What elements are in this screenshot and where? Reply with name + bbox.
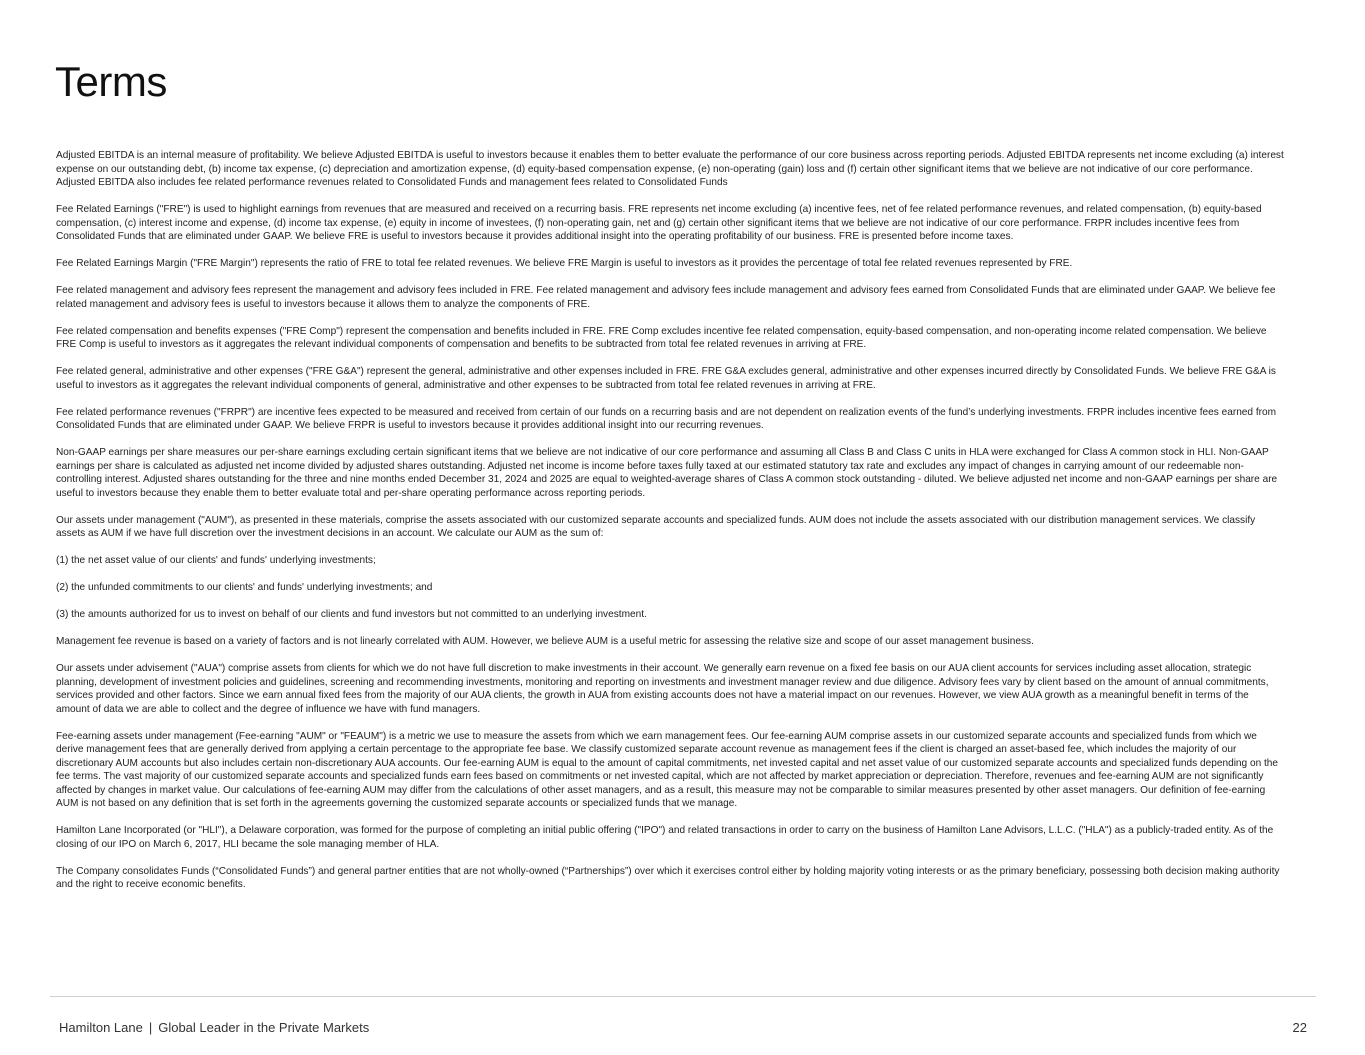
paragraph-aum-item-1: (1) the net asset value of our clients' and funds' underlying investments; — [56, 555, 376, 566]
footer-company: Hamilton Lane — [59, 1020, 143, 1035]
paragraph-fre-comp: Fee related compensation and benefits expenses ("FRE Comp") represent the compensation and benefits included in FRE. FRE Comp excludes incentive fee related compensation, equity-based compensation, and non-operating income related compensation. We believe FRE Comp is useful to investors as it aggregates the relevant individual components of compensation and benefits to be subtracted from total fee related revenues in arriving at FRE. — [56, 325, 1267, 350]
page-title: Terms — [55, 58, 167, 105]
paragraph-aum: Our assets under management ("AUM"), as presented in these materials, comprise the assets associated with our customized separate accounts and specialized funds. AUM does not include the assets associated with our distribution management services. We classify assets as AUM if we have full discretion over the investment decisions in an account. We calculate our AUM as the sum of: — [56, 514, 1256, 539]
paragraph-aum-item-3: (3) the amounts authorized for us to invest on behalf of our clients and fund investors but not committed to an underlying investment. — [56, 609, 647, 620]
footer-brand — [59, 1020, 369, 1035]
page-number: 22 — [1292, 1020, 1307, 1035]
paragraph-management-fee-revenue: Management fee revenue is based on a variety of factors and is not linearly correlated with AUM. However, we believe AUM is a useful metric for assessing the relative size and scope of our asset management business. — [56, 636, 1034, 647]
paragraph-aua: Our assets under advisement ("AUA") comprise assets from clients for which we do not have full discretion to make investments in their account. We generally earn revenue on a fixed fee basis on our AUA client accounts for services including asset allocation, strategic planning, development of investment policies and guidelines, screening and recommending investments, monitoring and reporting on investments and investment manager review and due diligence. Advisory fees vary by client based on the amount of annual commitments, services provided and other factors. Since we earn annual fixed fees from the majority of our AUA clients, the growth in AUA from existing accounts does not have a material impact on our revenues. However, we view AUA growth as a meaningful benefit in terms of the amount of data we are able to collect and the degree of influence we have with fund managers. — [56, 663, 1269, 715]
paragraph-consolidated-funds: The Company consolidates Funds (“Consolidated Funds”) and general partner entities that are not wholly-owned (“Partnerships”) over which it exercises control either by holding majority voting interests or as the primary beneficiary, possessing both decision making authority and the right to receive economic benefits. — [56, 865, 1280, 890]
footer-tagline: Global Leader in the Private Markets — [158, 1020, 370, 1035]
footer-divider — [50, 996, 1316, 997]
paragraph-fre-ga: Fee related general, administrative and other expenses ("FRE G&A") represent the general, administrative and other expenses included in FRE. FRE G&A excludes general, administrative and other expenses incurred directly by Consolidated Funds. We believe FRE G&A is useful to investors as it aggregates the relevant individual components of general, administrative and other expenses to be subtracted from total fee related revenues in arriving at FRE. — [56, 366, 1276, 391]
paragraph-adjusted-ebitda: Adjusted EBITDA is an internal measure of profitability. We believe Adjusted EBITDA is useful to investors because it enables them to better evaluate the performance of our core business across reporting periods. Adjusted EBITDA represents net income excluding (a) interest expense on our outstanding debt, (b) income tax expense, (c) depreciation and amortization expense, (d) equity-based compensation expense, (e) non-operating (gain) loss and (f) certain other significant items that we believe are not indicative of our core performance. Adjusted EBITDA also includes fee related performance revenues related to Consolidated Funds and management fees related to Consolidated Funds — [56, 150, 1284, 188]
paragraph-feaum: Fee-earning assets under management (Fee-earning "AUM" or "FEAUM") is a metric we use to measure the assets from which we earn management fees. Our fee-earning AUM comprise assets in our customized separate accounts and specialized funds from which we derive management fees that are generally derived from applying a certain percentage to the appropriate fee base. We classify customized separate account revenue as management fees if the client is charged an asset-based fee, which includes the majority of our discretionary AUM accounts but also includes certain non-discretionary AUA accounts. Our fee-earning AUM is equal to the amount of capital commitments, net invested capital and net asset value of our customized separate accounts and specialized funds depending on the fee terms. The vast majority of our customized separate accounts and specialized funds earn fees based on commitments or net invested capital, which are not affected by market appreciation or depreciation. Therefore, revenues and fee-earning AUM are not significantly affected by changes in market value. Our calculations of fee-earning AUM may differ from the calculations of other asset managers, and as a result, this measure may not be comparable to similar measures presented by other asset managers. Our definition of fee-earning AUM is not based on any definition that is set forth in the agreements governing the customized separate accounts or specialized funds that we manage. — [56, 730, 1279, 809]
paragraph-non-gaap-eps: Non-GAAP earnings per share measures our per-share earnings excluding certain significant items that we believe are not indicative of our core performance and assuming all Class B and Class C units in HLA were exchanged for Class A common stock in HLI. Non-GAAP earnings per share is calculated as adjusted net income divided by adjusted shares outstanding. Adjusted net income is income before taxes fully taxed at our estimated statutory tax rate and excludes any impact of changes in carrying amount of our redeemable non-controlling interest. Adjusted shares outstanding for the three and nine months ended December 31, 2024 and 2025 are equal to weighted-average shares of Class A common stock outstanding - diluted. We believe adjusted net income and non-GAAP earnings per share are useful to investors because they enable them to better evaluate total and per-share operating performance across reporting periods. — [56, 447, 1278, 499]
paragraph-frpr: Fee related performance revenues ("FRPR") are incentive fees expected to be measured and received from certain of our funds on a recurring basis and are not dependent on realization events of the fund’s underlying investments. FRPR includes incentive fees earned from Consolidated Funds that are eliminated under GAAP. We believe FRPR is useful to investors because it provides additional insight into our recurring revenues. — [56, 406, 1277, 431]
paragraph-fre: Fee Related Earnings ("FRE") is used to highlight earnings from revenues that are measured and received on a recurring basis. FRE represents net income excluding (a) incentive fees, net of fee related performance revenues, and related compensation, (b) equity-based compensation, (c) interest income and expense, (d) income tax expense, (e) equity in income of investees, (f) non-operating gain, net and (g) certain other significant items that we believe are not indicative of our core performance. FRPR includes incentive fees from Consolidated Funds that are eliminated under GAAP. We believe FRE is useful to investors because it provides additional insight into the operating profitability of our business. FRE is presented before income taxes. — [56, 204, 1262, 242]
paragraph-fre-margin: Fee Related Earnings Margin ("FRE Margin") represents the ratio of FRE to total fee related revenues. We believe FRE Margin is useful to investors as it provides the percentage of total fee related revenues represented by FRE. — [56, 258, 1073, 269]
terms-body — [56, 149, 1284, 905]
paragraph-management-advisory-fees: Fee related management and advisory fees represent the management and advisory fees included in FRE. Fee related management and advisory fees include management and advisory fees earned from Consolidated Funds that are eliminated under GAAP. We believe fee related management and advisory fees is useful to investors because it allows them to analyze the components of FRE. — [56, 285, 1276, 310]
paragraph-aum-item-2: (2) the unfunded commitments to our clients' and funds' underlying investments; and — [56, 582, 433, 593]
footer-separator: | — [148, 1020, 153, 1035]
paragraph-hli: Hamilton Lane Incorporated (or "HLI"), a Delaware corporation, was formed for the purpose of completing an initial public offering ("IPO") and related transactions in order to carry on the business of Hamilton Lane Advisors, L.L.C. ("HLA") as a publicly-traded entity. As of the closing of our IPO on March 6, 2017, HLI became the sole managing member of HLA. — [56, 825, 1274, 850]
